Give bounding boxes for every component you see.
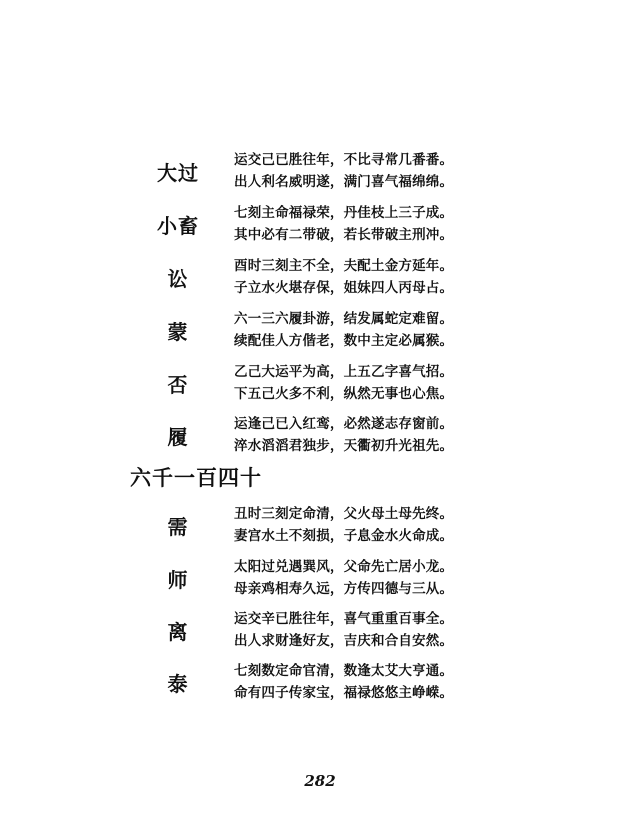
page-number: 282 [304, 772, 336, 790]
hexagram-name: 小畜 [157, 213, 199, 238]
verse-line: 妻宫水土不刻损，子息金水火命成。 [234, 528, 454, 544]
verse-line: 七刻数定命官清，数逢太艾大亨通。 [234, 663, 454, 679]
verse-line: 运交辛已胜往年，喜气重重百事全。 [234, 611, 454, 627]
verse [234, 308, 624, 352]
verse-line: 酉时三刻主不全，夫配土金方延年。 [234, 258, 454, 274]
entry-daguo [0, 146, 640, 196]
hexagram-name: 需 [167, 514, 189, 539]
verse-line: 下五己火多不利，纵然无事也心焦。 [234, 386, 454, 402]
hexagram-name: 蒙 [167, 319, 189, 344]
verse [234, 503, 624, 547]
verse-line: 命有四子传家宝，福禄悠悠主峥嵘。 [234, 685, 454, 701]
verse-line: 出人求财逢好友，吉庆和合自安然。 [234, 633, 454, 649]
verse-line: 淬水滔滔君独步，天衢初升光祖先。 [234, 438, 454, 454]
hexagram-name: 讼 [167, 266, 189, 291]
verse [234, 556, 624, 600]
hexagram-name: 履 [167, 424, 189, 449]
hexagram-name: 大过 [157, 160, 199, 185]
verse-line: 太阳过兑遇巽风，父命先亡居小龙。 [234, 559, 454, 575]
section-heading: 六千一百四十 [130, 465, 262, 490]
verse-line: 母亲鸡相寿久远，方传四德与三从。 [234, 581, 454, 597]
verse [234, 660, 624, 704]
entry-pi [0, 358, 640, 408]
verse [234, 361, 624, 405]
entry-shi [0, 553, 640, 603]
entry-song [0, 252, 640, 302]
verse-line: 出人利名威明遂，满门喜气福绵绵。 [234, 174, 454, 190]
hexagram-name: 师 [167, 567, 189, 592]
entry-xiaoxu [0, 199, 640, 249]
verse-line: 丑时三刻定命清，父火母土母先终。 [234, 506, 454, 522]
hexagram-name: 否 [167, 372, 189, 397]
verse-line: 续配佳人方偕老，数中主定必属猴。 [234, 333, 454, 349]
verse-line: 子立水火堪存保，姐妹四人丙母占。 [234, 280, 454, 296]
verse [234, 149, 624, 193]
verse-line: 乙己大运平为高，上五乙字喜气招。 [234, 364, 454, 380]
verse [234, 608, 624, 652]
verse-line: 其中必有二带破，若长带破主刑冲。 [234, 227, 454, 243]
entry-li [0, 605, 640, 655]
entry-lu [0, 410, 640, 460]
entry-tai [0, 657, 640, 707]
verse-line: 运交己已胜往年，不比寻常几番番。 [234, 152, 454, 168]
verse [234, 202, 624, 246]
verse-line: 六一三六履卦游，结发属蛇定难留。 [234, 311, 454, 327]
verse [234, 413, 624, 457]
entry-xu [0, 500, 640, 550]
hexagram-name: 泰 [167, 671, 189, 696]
verse-line: 七刻主命福禄荣，丹佳枝上三子成。 [234, 205, 454, 221]
entry-meng [0, 305, 640, 355]
hexagram-name: 离 [167, 619, 189, 644]
verse [234, 255, 624, 299]
verse-line: 运逢己已入红鸾，必然遂志存窗前。 [234, 416, 454, 432]
